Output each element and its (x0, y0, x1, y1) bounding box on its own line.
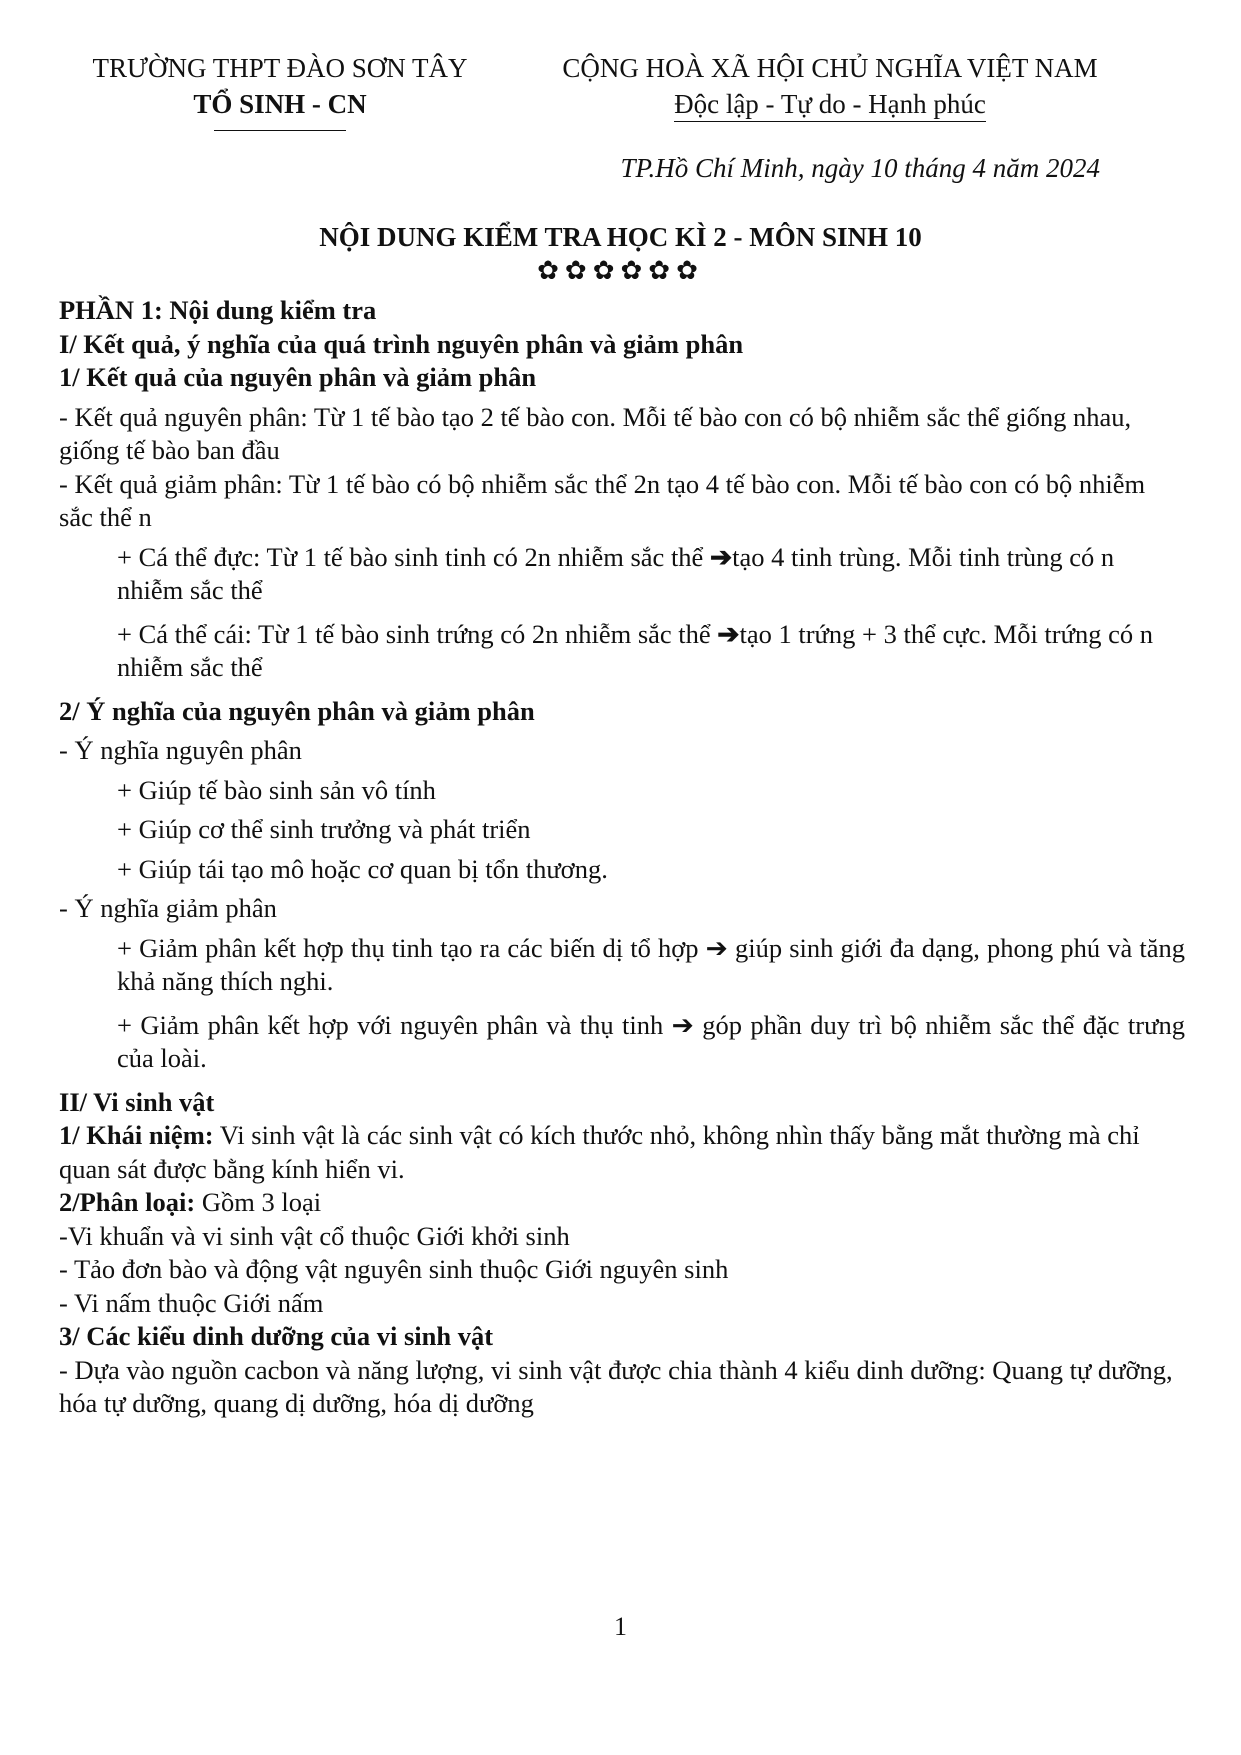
male-result (59, 541, 1185, 608)
female-result (59, 618, 1185, 685)
document-body (59, 294, 1185, 1421)
arrow-right-icon: ➔ (671, 1009, 694, 1040)
male-result-a: + Cá thể đực: Từ 1 tế bào sinh tinh có 2n nhiễm sắc thể (117, 541, 710, 572)
classification-item-1: -Vi khuẩn và vi sinh vật cổ thuộc Giới khởi sinh (59, 1220, 570, 1251)
meiosis-point-1-a: + Giảm phân kết hợp thụ tinh tạo ra các biến dị tổ hợp (117, 932, 706, 963)
country-name: CỘNG HOÀ XÃ HỘI CHỦ NGHĨA VIỆT NAM (562, 53, 1098, 83)
department-name: TỔ SINH - CN (193, 89, 367, 119)
motto: Độc lập - Tự do - Hạnh phúc (674, 89, 986, 122)
female-result-b: tạo 1 trứng + 3 thể cực. Mỗi trứng có n nhiễm sắc thể (117, 618, 1153, 682)
classification-label: 2/Phân loại: (59, 1187, 196, 1217)
arrow-right-icon: ➔ (705, 932, 728, 963)
classification-item-2: - Tảo đơn bào và động vật nguyên sinh thuộc Giới nguyên sinh (59, 1254, 729, 1284)
meiosis-point-1-b: giúp sinh giới đa dạng, phong phú và tăng khả năng thích nghi. (117, 932, 1186, 996)
part1-heading: PHẦN 1: Nội dung kiểm tra (59, 295, 377, 325)
nutrition-text: - Dựa vào nguồn cacbon và năng lượng, vi sinh vật được chia thành 4 kiểu dinh dưỡng: Quang tự dưỡng, hóa tự dưỡng, quang dị dưỡng, hóa dị dưỡng (59, 1354, 1173, 1418)
arrow-right-icon: ➔ (717, 618, 740, 649)
mitosis-result: - Kết quả nguyên phân: Từ 1 tế bào tạo 2 tế bào con. Mỗi tế bào con có bộ nhiễm sắc thể giống nhau, giống tế bào ban đầu (59, 401, 1132, 465)
meiosis-point-1 (59, 932, 1185, 999)
meiosis-result: - Kết quả giảm phân: Từ 1 tế bào có bộ nhiễm sắc thể 2n tạo 4 tế bào con. Mỗi tế bào con có bộ nhiễm sắc thể n (59, 468, 1146, 532)
mitosis-point-2: + Giúp cơ thể sinh trưởng và phát triển (117, 814, 531, 844)
meiosis-point-2-b: góp phần duy trì bộ nhiễm sắc thể đặc trưng của loài. (117, 1009, 1185, 1073)
classification-item-3: - Vi nấm thuộc Giới nấm (59, 1287, 324, 1318)
meiosis-point-2-a: + Giảm phân kết hợp với nguyên phân và thụ tinh (117, 1009, 672, 1040)
arrow-right-icon: ➔ (709, 541, 733, 572)
meiosis-significance-label: - Ý nghĩa giảm phân (59, 893, 277, 923)
mitosis-point-3: + Giúp tái tạo mô hoặc cơ quan bị tổn thương. (117, 853, 608, 884)
meiosis-point-2 (59, 1009, 1185, 1076)
sub1-heading: 1/ Kết quả của nguyên phân và giảm phân (59, 362, 537, 392)
ornament-divider: ✿✿✿✿✿✿ (537, 256, 704, 285)
concept-text: Vi sinh vật là các sinh vật có kích thước nhỏ, không nhìn thấy bằng mắt thường mà chỉ quan sát được bằng kính hiển vi. (59, 1120, 1140, 1184)
mitosis-significance-label: - Ý nghĩa nguyên phân (59, 735, 302, 765)
section2-heading: II/ Vi sinh vật (59, 1086, 215, 1117)
section1-heading: I/ Kết quả, ý nghĩa của quá trình nguyên phân và giảm phân (59, 328, 744, 359)
female-result-a: + Cá thể cái: Từ 1 tế bào sinh trứng có 2n nhiễm sắc thể (117, 618, 718, 649)
page-number: 1 (614, 1612, 627, 1641)
classification-paragraph (59, 1186, 1185, 1220)
concept-label: 1/ Khái niệm: (59, 1120, 214, 1150)
school-name: TRƯỜNG THPT ĐÀO SƠN TÂY (92, 53, 468, 83)
sub2-heading: 2/ Ý nghĩa của nguyên phân và giảm phân (59, 695, 535, 726)
header-left (60, 50, 500, 122)
classification-text: Gồm 3 loại (195, 1187, 322, 1217)
date-line: TP.Hồ Chí Minh, ngày 10 tháng 4 năm 2024 (620, 153, 1100, 183)
header-left-rule (214, 130, 346, 131)
nutrition-heading: 3/ Các kiểu dinh dưỡng của vi sinh vật (59, 1321, 494, 1351)
mitosis-point-1: + Giúp tế bào sinh sản vô tính (117, 774, 436, 805)
document-title: NỘI DUNG KIỂM TRA HỌC KÌ 2 - MÔN SINH 10 (319, 222, 922, 252)
concept-paragraph (59, 1119, 1185, 1186)
header-right (520, 50, 1140, 122)
male-result-b: tạo 4 tinh trùng. Mỗi tinh trùng có n nhiễm sắc thể (117, 541, 1115, 605)
